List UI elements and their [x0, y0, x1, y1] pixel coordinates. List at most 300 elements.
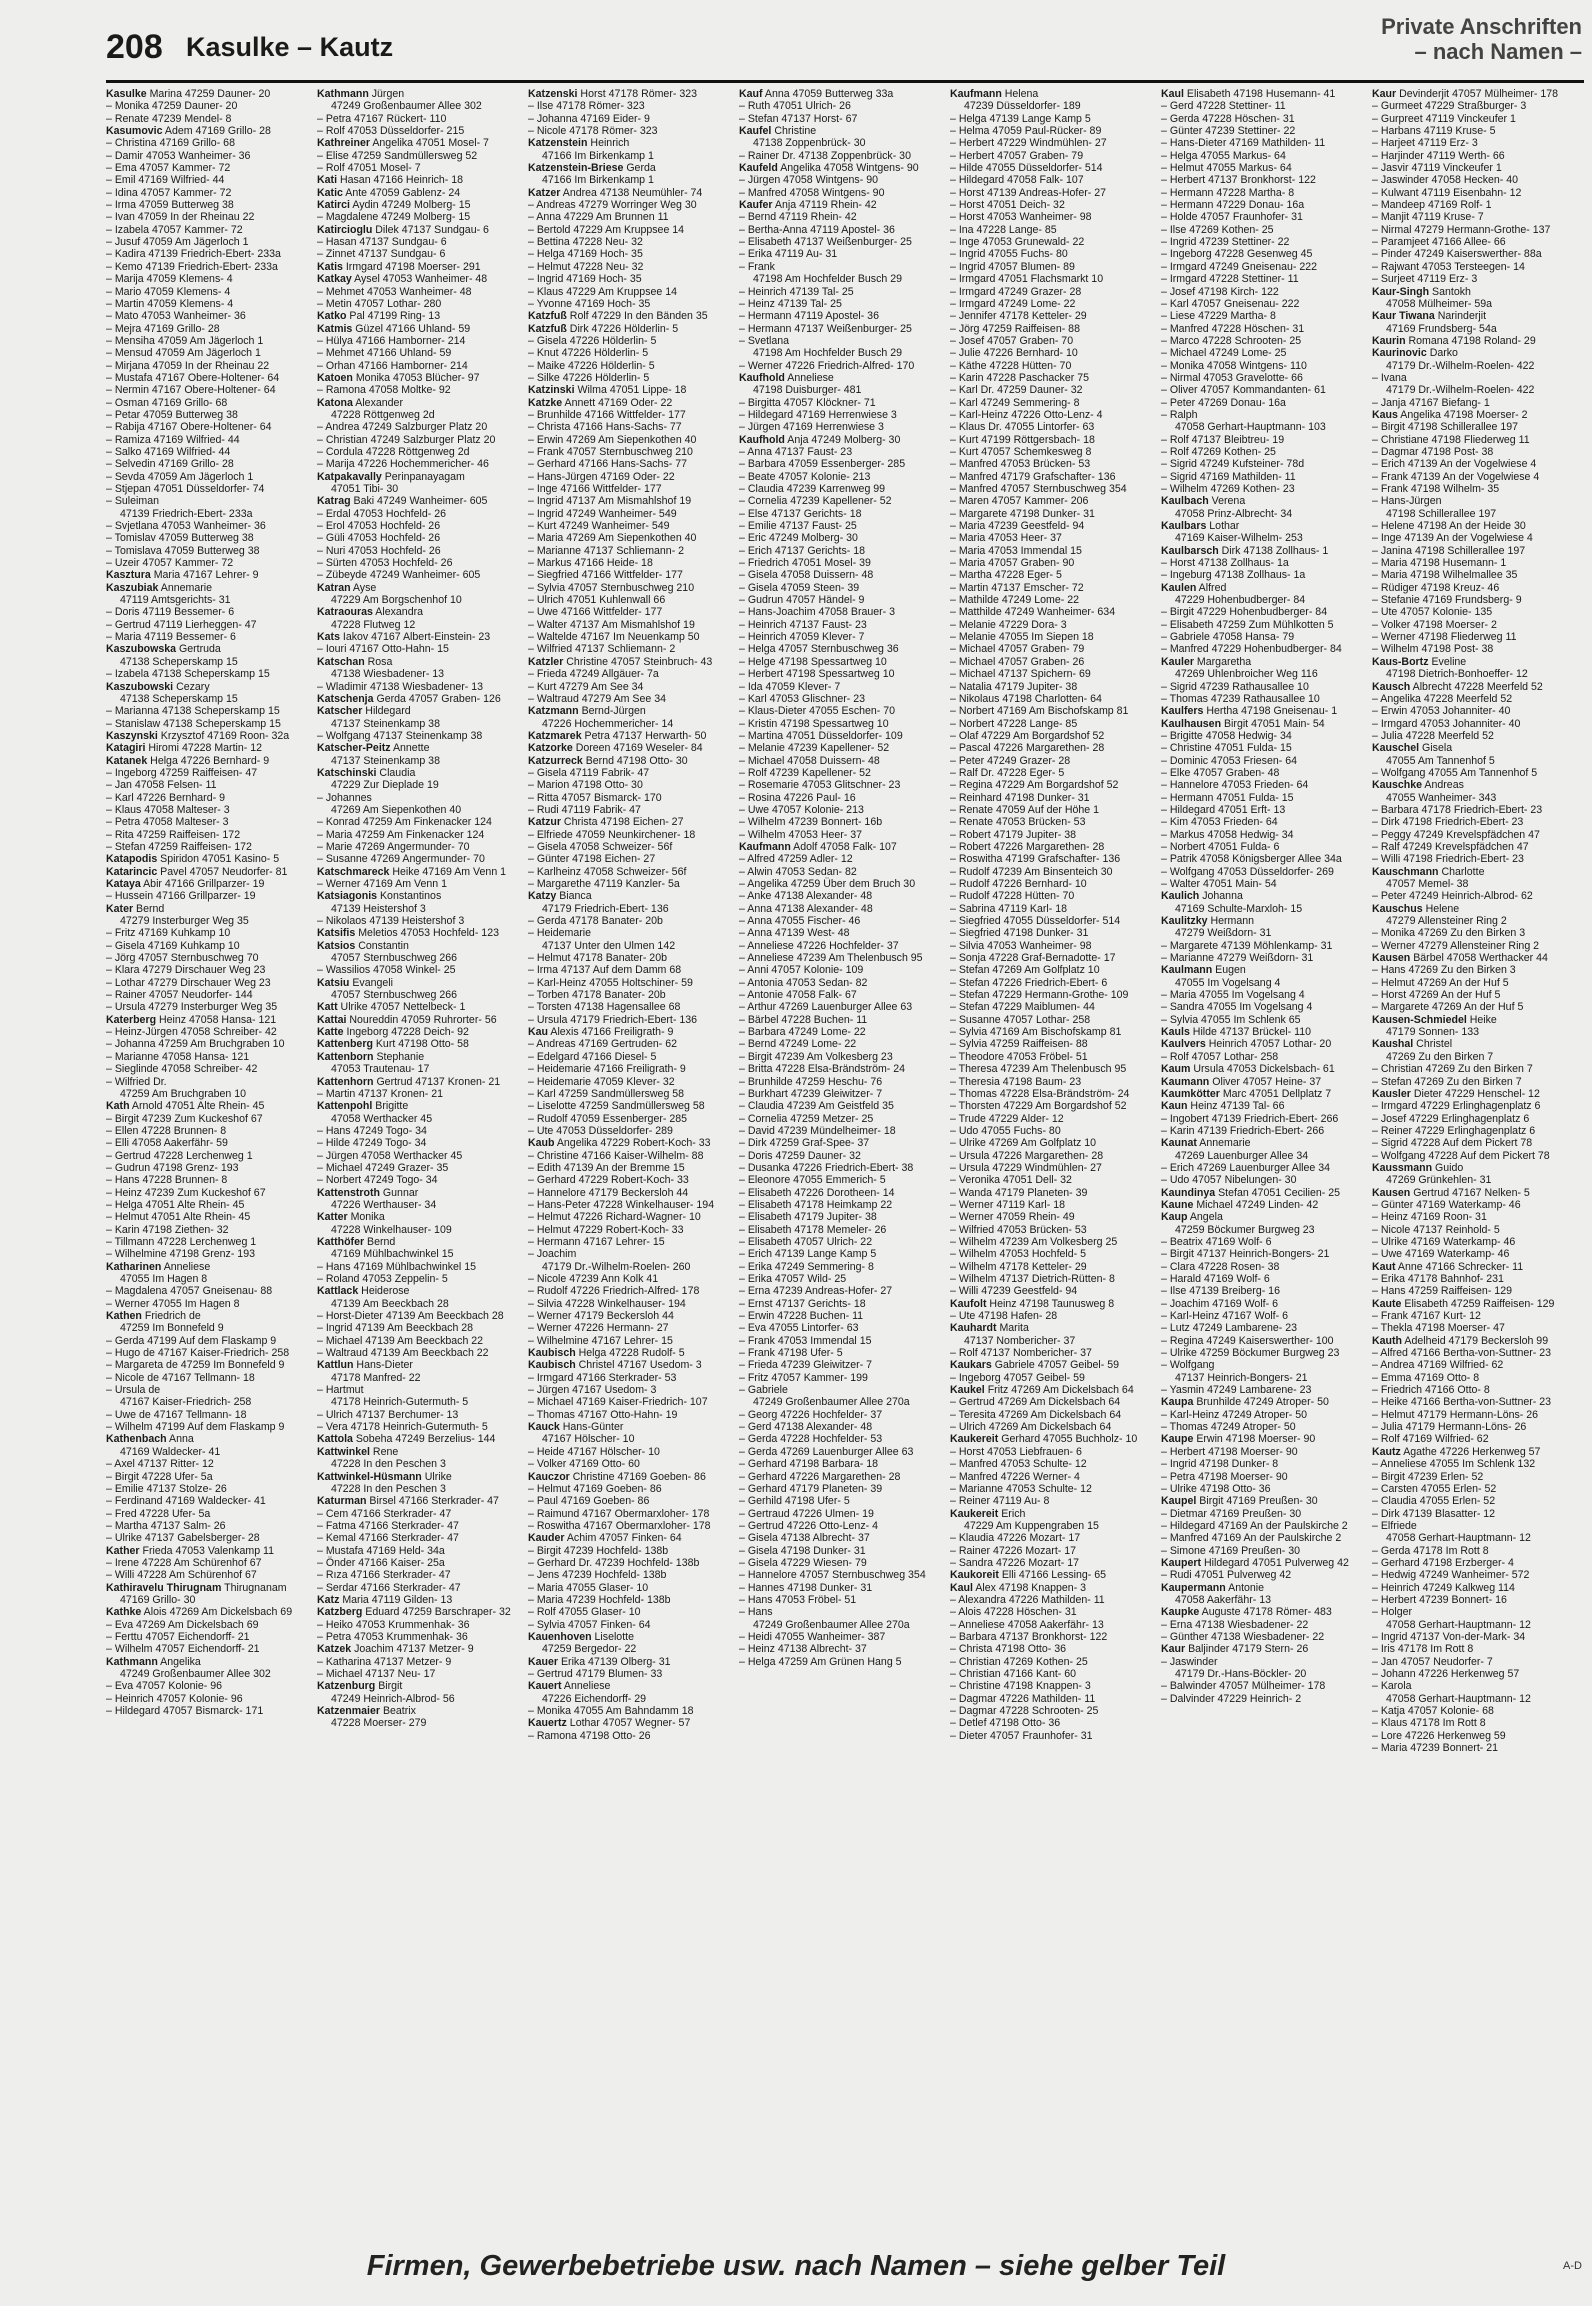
listing-entry [317, 1076, 513, 1088]
listing-entry [950, 1705, 1146, 1717]
listing-entry [739, 1038, 935, 1050]
listing-entry [1161, 1088, 1357, 1100]
surname: Kaur-Singh [1372, 285, 1430, 298]
entry-details: 47229 Zur Dieplade 19 [331, 779, 439, 792]
entry-details: – Manfred 47229 Hohenbudberger- 84 [1161, 643, 1342, 656]
listing-entry [1161, 1631, 1357, 1643]
listing-entry [950, 310, 1146, 322]
entry-details: – Thomas 47228 Elsa-Brändström- 24 [950, 1087, 1130, 1100]
entry-details: – Irmgard 47166 Sterkrader- 53 [528, 1371, 677, 1384]
entry-details: – Klaus 47058 Malteser- 3 [106, 803, 230, 816]
listing-entry [1372, 718, 1571, 730]
listing-entry [950, 643, 1146, 655]
entry-details: – Irmgard 47249 Gneisenau- 222 [1161, 260, 1318, 273]
listing-entry [950, 1545, 1146, 1557]
entry-details: – Dominic 47053 Friesen- 64 [1161, 754, 1298, 767]
listing-entry [528, 755, 724, 767]
listing-entry [1372, 779, 1571, 791]
listing-entry [739, 792, 935, 804]
surname: Kaum [1161, 1063, 1191, 1076]
listing-entry [739, 1026, 935, 1038]
listing-entry [1372, 853, 1571, 865]
entry-details: – Mensud 47059 Am Jägerloch 1 [106, 347, 261, 360]
listing-entry [1161, 372, 1357, 384]
entry-details: – Balwinder 47057 Mülheimer- 178 [1161, 1680, 1326, 1693]
entry-details: – Ute 47053 Düsseldorfer- 289 [528, 1124, 673, 1137]
entry-details: 47229 Am Borgschenhof 10 [331, 594, 462, 607]
entry-details: – Heinz 47169 Roon- 31 [1372, 1211, 1487, 1224]
entry-details: Abir 47166 Grillparzer- 19 [140, 878, 265, 890]
entry-details: 47179 Dr.-Wilhelm-Roelen- 422 [1386, 384, 1535, 397]
listing-entry [950, 890, 1146, 902]
entry-details: – Antonie 47058 Falk- 67 [739, 989, 857, 1002]
listing-entry [106, 211, 302, 223]
entry-details: – Mathilde 47249 Lome- 22 [950, 594, 1079, 607]
listing-entry [1161, 347, 1357, 359]
listing-entry [317, 347, 513, 359]
listing-entry [1161, 767, 1357, 779]
entry-details: – Gerhard 47198 Erzberger- 4 [1372, 1556, 1514, 1569]
listing-entry [1372, 1471, 1571, 1483]
entry-details: – Frank 47139 An der Vogelwiese 4 [1372, 470, 1540, 483]
listing-entry [950, 1088, 1146, 1100]
listing-entry [950, 273, 1146, 285]
entry-details: – Irmgard 47249 Lome- 22 [950, 297, 1076, 310]
entry-details: Christine 47057 Steinbruch- 43 [563, 655, 713, 668]
listing-entry [950, 569, 1146, 581]
listing-entry [1161, 915, 1357, 927]
listing-entry [739, 1643, 935, 1655]
listing-entry [106, 113, 302, 125]
listing-entry [950, 360, 1146, 372]
entry-details: Guido [1432, 1161, 1464, 1174]
entry-details: – Hermann 47137 Weißenburger- 25 [739, 322, 912, 335]
entry-details: – Volker 47169 Otto- 60 [528, 1458, 640, 1471]
page-header [0, 0, 1592, 80]
entry-details: – Burkhart 47239 Gleiwitzer- 7 [739, 1087, 883, 1100]
listing-entry [317, 1532, 513, 1544]
entry-details: 47198 Dietrich-Bonhoeffer- 12 [1386, 668, 1528, 681]
entry-details: – Rolf 47239 Kapellener- 52 [739, 766, 871, 779]
listing-entry [1161, 1162, 1357, 1174]
listing-entry [950, 236, 1146, 248]
entry-details: – Katja 47057 Kolonie- 68 [1372, 1705, 1494, 1718]
surname: Katapodis [106, 853, 158, 866]
entry-details: – Christina 47169 Grillo- 68 [106, 137, 235, 150]
listing-entry [950, 1125, 1146, 1137]
listing-entry [528, 224, 724, 236]
listing-entry [739, 829, 935, 841]
entry-details: Heinrich [587, 137, 630, 150]
surname: Kaute [1372, 1297, 1402, 1310]
listing-entry [106, 915, 302, 927]
listing-entry [528, 940, 724, 952]
entry-details: – Rudolf 47226 Friedrich-Alfred- 178 [528, 1285, 700, 1298]
entry-details: – Hans 47169 Mühlbachwinkel 15 [317, 1260, 477, 1273]
entry-details: – Maria 47239 Hochfeld- 138b [528, 1593, 671, 1606]
listing-entry [317, 150, 513, 162]
entry-details: – Gerd 47138 Alexander- 48 [739, 1421, 873, 1434]
entry-details: – Thomas 47239 Rathausallee 10 [1161, 692, 1320, 705]
listing-entry [1372, 384, 1571, 396]
listing-entry [1161, 446, 1357, 458]
entry-details: – Ilse 47269 Kothen- 25 [1161, 223, 1274, 236]
listing-entry [739, 1471, 935, 1483]
listing-entry [1372, 520, 1571, 532]
entry-details: – Ingeborg 47259 Raiffeisen- 47 [106, 766, 258, 779]
surname: Katpakavally [317, 470, 382, 483]
listing-entry [1161, 718, 1357, 730]
listing-entry [528, 1421, 724, 1433]
entry-details: – Martha 47137 Salm- 26 [106, 1519, 226, 1532]
entry-details: Meletios 47053 Hochfeld- 123 [355, 927, 499, 940]
footer-note: Firmen, Gewerbebetriebe usw. nach Namen – siehe gelber Teil [366, 2250, 1226, 2282]
listing-entry [106, 471, 302, 483]
entry-details: – Heidemarie 47166 Freiligrath- 9 [528, 1063, 686, 1076]
entry-details: Pal 47199 Ring- 13 [346, 310, 441, 323]
entry-details: Jürgen [368, 88, 405, 100]
listing-entry [739, 471, 935, 483]
surname: Kaukoreit [950, 1569, 999, 1582]
listing-entry [1161, 150, 1357, 162]
listing-entry [1372, 594, 1571, 606]
listing-entry [1372, 1014, 1571, 1026]
listing-entry [739, 1656, 935, 1668]
entry-details: Anne 47166 Schrecker- 11 [1395, 1260, 1524, 1273]
entry-details: Spiridon 47051 Kasino- 5 [157, 853, 280, 866]
entry-details: – Friedrich 47166 Otto- 8 [1372, 1384, 1490, 1397]
entry-details: – Gisela 47138 Albrecht- 37 [739, 1532, 870, 1545]
listing-entry [739, 977, 935, 989]
listing-entry [950, 816, 1146, 828]
listing-entry [1372, 1211, 1571, 1223]
entry-details: – Norbert 47228 Lange- 85 [950, 717, 1078, 730]
listing-entry [317, 1421, 513, 1433]
entry-details: – Klara 47279 Dirschauer Weg 23 [106, 964, 266, 977]
listing-entry [1161, 335, 1357, 347]
listing-entry [317, 1014, 513, 1026]
listing-entry [950, 1285, 1146, 1297]
listing-entry [739, 1113, 935, 1125]
entry-details: – Simone 47169 Preußen- 30 [1161, 1544, 1300, 1557]
listing-entry [106, 1076, 302, 1088]
listing-entry [1372, 1495, 1571, 1507]
listing-entry [106, 1643, 302, 1655]
listing-entry [528, 335, 724, 347]
listing-entry [1161, 174, 1357, 186]
surname: Kaupel [1161, 1495, 1197, 1508]
listing-entry [1372, 508, 1571, 520]
listing-entry [106, 1458, 302, 1470]
listing-entry [950, 1273, 1146, 1285]
listing-entry [106, 1162, 302, 1174]
listing-entry [739, 137, 935, 149]
listing-entry [950, 1631, 1146, 1643]
listing-entry [1372, 113, 1571, 125]
entry-details: – Yasmin 47249 Lambarene- 23 [1161, 1384, 1312, 1397]
listing-entry [317, 1483, 513, 1495]
entry-details: – Johann 47226 Herkenweg 57 [1372, 1668, 1520, 1680]
listing-entry [739, 940, 935, 952]
entry-details: 47279 Allensteiner Ring 2 [1386, 915, 1507, 928]
entry-details: – Barbara 47249 Lome- 22 [739, 1026, 866, 1039]
listing-entry [1161, 384, 1357, 396]
listing-entry [950, 137, 1146, 149]
listing-entry [1372, 927, 1571, 939]
listing-entry [106, 199, 302, 211]
entry-details: – Monika 47058 Wintgens- 110 [1161, 359, 1307, 372]
entry-details: – Günter 47169 Waterkamp- 46 [1372, 1198, 1521, 1211]
surname: Katzler [528, 655, 564, 668]
entry-details: – Wanda 47179 Planeten- 39 [950, 1186, 1088, 1199]
listing-entry [317, 1545, 513, 1557]
entry-details: – Joachim [528, 1248, 577, 1261]
entry-details: – Wilfried 47053 Brücken- 53 [950, 1223, 1087, 1236]
entry-details: – Manjit 47119 Kruse- 7 [1372, 211, 1484, 224]
entry-details: – Birgit 47229 Hohenbudberger- 84 [1161, 606, 1328, 619]
listing-entry [1161, 471, 1357, 483]
entry-details: Gertrud 47167 Nelken- 5 [1410, 1186, 1530, 1199]
listing-entry [1161, 1433, 1357, 1445]
listing-entry [950, 483, 1146, 495]
entry-details: – Bernd 47249 Lome- 22 [739, 1038, 857, 1051]
listing-entry [106, 372, 302, 384]
corner-mark: A-D [1563, 2260, 1582, 2272]
surname: Katis [317, 260, 343, 273]
surname: Kauertz [528, 1717, 567, 1730]
entry-details: Heinz 47058 Hansa- 121 [156, 1013, 277, 1026]
entry-details: – Michael 47169 Kaiser-Friedrich- 107 [528, 1396, 708, 1409]
entry-details: – Hans 47259 Raiffeisen- 129 [1372, 1285, 1512, 1298]
surname: Kataya [106, 878, 141, 890]
entry-details: – Uwe de 47167 Tellmann- 18 [106, 1408, 247, 1421]
entry-details: – Ursula 47279 Insterburger Weg 35 [106, 1001, 278, 1014]
entry-details: – Margarethe 47119 Kanzler- 5a [528, 878, 680, 890]
entry-details: – Karl 47226 Bernhard- 9 [106, 791, 225, 804]
listing-entry [950, 866, 1146, 878]
entry-details: – Wilhelm 47053 Hochfeld- 5 [950, 1248, 1087, 1261]
entry-details: – Holger [1372, 1606, 1413, 1619]
entry-details: Maria 47167 Lehrer- 9 [150, 569, 259, 582]
surname: Katsiu [317, 976, 350, 989]
entry-details: – Ursula 47229 Windmühlen- 27 [950, 1161, 1102, 1174]
entry-details: – Wilhelm 47199 Auf dem Flaskamp 9 [106, 1421, 285, 1434]
entry-details: 47058 Gerhart-Hauptmann- 12 [1386, 1618, 1531, 1631]
surname: Kather [106, 1544, 140, 1557]
surname: Kathreiner [317, 137, 370, 150]
listing-entry [106, 1273, 302, 1285]
entry-details: – Käthe 47228 Hütten- 70 [950, 359, 1072, 372]
entry-details: – Ilse 47178 Römer- 323 [528, 100, 645, 113]
listing-column-5 [950, 88, 1146, 2238]
listing-entry [1372, 261, 1571, 273]
entry-details: – Christine 47051 Fulda- 15 [1161, 742, 1292, 755]
entry-details: Güzel 47166 Uhland- 59 [352, 322, 471, 335]
listing-entry [317, 471, 513, 483]
listing-entry [1372, 1026, 1571, 1038]
listing-entry [528, 890, 724, 902]
surname: Kaub [528, 1137, 555, 1150]
entry-details: – Birgit 47137 Heinrich-Bongers- 21 [1161, 1248, 1330, 1261]
entry-details: – Wilhelmine 47167 Lehrer- 15 [528, 1334, 673, 1347]
listing-entry [528, 1261, 724, 1273]
listing-entry [1372, 545, 1571, 557]
listing-entry [528, 1569, 724, 1581]
listing-entry [528, 582, 724, 594]
entry-details: 47169 Kaiser-Wilhelm- 253 [1175, 532, 1303, 545]
listing-entry [106, 360, 302, 372]
listing-entry [739, 162, 935, 174]
entry-details: Erich [998, 1507, 1026, 1520]
surname: Kaup [1161, 1211, 1188, 1224]
entry-details: – Gisela 47169 Kuhkamp 10 [106, 939, 240, 952]
listing-entry [1161, 1038, 1357, 1050]
listing-entry [1372, 224, 1571, 236]
entry-details: – Gerda 47178 Im Rott 8 [1372, 1544, 1489, 1557]
listing-entry [528, 211, 724, 223]
entry-details: – Werner 47179 Beckersloh 44 [528, 1310, 674, 1323]
listing-entry [528, 903, 724, 915]
listing-entry [1161, 693, 1357, 705]
surname: Kattenborn [317, 1050, 374, 1063]
entry-details: – Gertrud 47228 Lerchenweg 1 [106, 1149, 253, 1162]
listing-entry [317, 557, 513, 569]
entry-details: – Manfred 47053 Brücken- 53 [950, 458, 1091, 471]
surname: Kaurin [1372, 334, 1406, 347]
listing-entry [528, 434, 724, 446]
listing-entry [528, 1310, 724, 1322]
entry-details: – Horst 47139 Andreas-Hofer- 27 [950, 186, 1107, 199]
entry-details: – Claudia 47055 Erlen- 52 [1372, 1495, 1496, 1508]
entry-details: – Nuri 47053 Hochfeld- 26 [317, 544, 441, 557]
listing-entry [528, 668, 724, 680]
listing-entry [106, 298, 302, 310]
surname: Kausen [1372, 1186, 1411, 1199]
entry-details: – Frank 47057 Sternbuschweg 210 [528, 445, 693, 458]
surname: Katz [317, 1593, 340, 1606]
entry-details: – Gerd 47228 Stettiner- 11 [1161, 100, 1286, 113]
listing-entry [950, 1730, 1146, 1742]
listing-entry [317, 594, 513, 606]
entry-details: – Frank 47053 Immendal 15 [739, 1334, 872, 1347]
listing-entry [950, 1458, 1146, 1470]
entry-details: – Erwin 47053 Johanniter- 40 [1372, 705, 1511, 718]
entry-details: Elisabeth 47259 Raiffeisen- 129 [1401, 1297, 1555, 1310]
listing-entry [950, 495, 1146, 507]
surname: Kauls [1161, 1026, 1190, 1039]
entry-details: 47249 Großenbaumer Allee 302 [331, 100, 482, 113]
listing-entry [528, 1285, 724, 1297]
entry-details: – Hasan 47137 Sundgau- 6 [317, 236, 447, 249]
entry-details: – Ivana [1372, 371, 1407, 384]
entry-details: – Gerda 47269 Lauenburger Allee 63 [739, 1445, 914, 1458]
listing-entry [1161, 1014, 1357, 1026]
entry-details: – Hartmut [317, 1384, 364, 1397]
entry-details: – Ingrid 47198 Dunker- 8 [1161, 1458, 1279, 1471]
listing-entry [1161, 656, 1357, 668]
listing-entry [739, 360, 935, 372]
listing-entry [950, 1187, 1146, 1199]
listing-entry [106, 1113, 302, 1125]
listing-entry [528, 1433, 724, 1445]
entry-details: – Eva 47057 Kolonie- 96 [106, 1680, 223, 1693]
surname: Kaundinya [1161, 1186, 1216, 1199]
entry-details: Christel 47167 Usedom- 3 [575, 1359, 702, 1372]
listing-entry [317, 1396, 513, 1408]
entry-details: – Herbert 47239 Bonnert- 16 [1372, 1593, 1507, 1606]
entry-details: 47259 Am Bruchgraben 10 [120, 1087, 247, 1100]
entry-details: – Michael 47139 Am Beeckbach 22 [317, 1334, 484, 1347]
entry-details: – Surjeet 47119 Erz- 3 [1372, 273, 1478, 286]
entry-details: 47229 Hohenbudberger- 84 [1175, 594, 1306, 607]
surname: Katschenja [317, 692, 374, 705]
listing-entry [950, 125, 1146, 137]
entry-details: – Karlheinz 47058 Schweizer- 56f [528, 865, 687, 878]
listing-entry [1161, 1063, 1357, 1075]
surname: Kaufer [739, 199, 773, 212]
listing-entry [1161, 829, 1357, 841]
entry-details: – Werner 47119 Karl- 18 [950, 1198, 1066, 1211]
surname: Kauer [528, 1655, 559, 1668]
listing-entry [950, 742, 1146, 754]
listing-entry [1161, 1495, 1357, 1507]
entry-details: – Martha 47228 Eger- 5 [950, 569, 1062, 582]
entry-details: – Maria 47053 Immendal 15 [950, 544, 1082, 557]
listing-entry [1161, 755, 1357, 767]
entry-details: – Doris 47259 Dauner- 32 [739, 1149, 861, 1162]
listing-entry [739, 1532, 935, 1544]
entry-details: Dieter 47229 Henschel- 12 [1410, 1087, 1540, 1100]
listing-entry [1161, 977, 1357, 989]
entry-details: – Emilie 47137 Stolze- 26 [106, 1482, 227, 1495]
entry-details: – Regina 47229 Am Borgardshof 52 [950, 779, 1119, 792]
entry-details: – Dietmar 47169 Preußen- 30 [1161, 1507, 1302, 1520]
listing-entry [1161, 298, 1357, 310]
listing-entry [528, 1619, 724, 1631]
surname: Katschmareck [317, 865, 390, 878]
entry-details: – Hermann 47167 Lehrer- 15 [528, 1235, 665, 1248]
listing-entry [950, 532, 1146, 544]
listing-entry [950, 952, 1146, 964]
listing-entry [528, 816, 724, 828]
surname: Kaulbarsch [1161, 544, 1219, 557]
listing-entry [950, 1137, 1146, 1149]
entry-details: – Hans 47228 Brunnen- 8 [106, 1174, 228, 1187]
entry-details: – Ramiza 47169 Wilfried- 44 [106, 433, 240, 446]
listing-entry [528, 1113, 724, 1125]
entry-details: – Thomas 47249 Atroper- 50 [1161, 1421, 1296, 1434]
entry-details: – Helga 47139 Lange Kamp 5 [950, 112, 1091, 125]
entry-details: – Hans-Joachim 47058 Brauer- 3 [739, 606, 896, 619]
listing-entry [1372, 1631, 1571, 1643]
listing-entry [1372, 1656, 1571, 1668]
surname: Katzinski [528, 384, 575, 397]
listing-entry [528, 1656, 724, 1668]
listing-entry [1161, 1483, 1357, 1495]
entry-details: Baljinder 47179 Stern- 26 [1185, 1643, 1309, 1656]
listing-entry [1161, 1273, 1357, 1285]
entry-details: – Marco 47228 Schrooten- 25 [1161, 334, 1302, 347]
listing-entry [317, 421, 513, 433]
entry-details: – Beatrix 47169 Wolf- 6 [1161, 1235, 1272, 1248]
entry-details: – Hildegard 47057 Bismarck- 171 [106, 1705, 264, 1718]
entry-details: – Petra 47058 Malteser- 3 [106, 816, 229, 829]
entry-details: – Rolf 47057 Lothar- 258 [1161, 1050, 1279, 1063]
entry-details: – Rainer 47226 Mozart- 17 [950, 1544, 1077, 1557]
listing-entry [317, 1495, 513, 1507]
entry-details: – Thekla 47198 Moerser- 47 [1372, 1322, 1505, 1335]
surname: Kaur [1372, 88, 1397, 100]
